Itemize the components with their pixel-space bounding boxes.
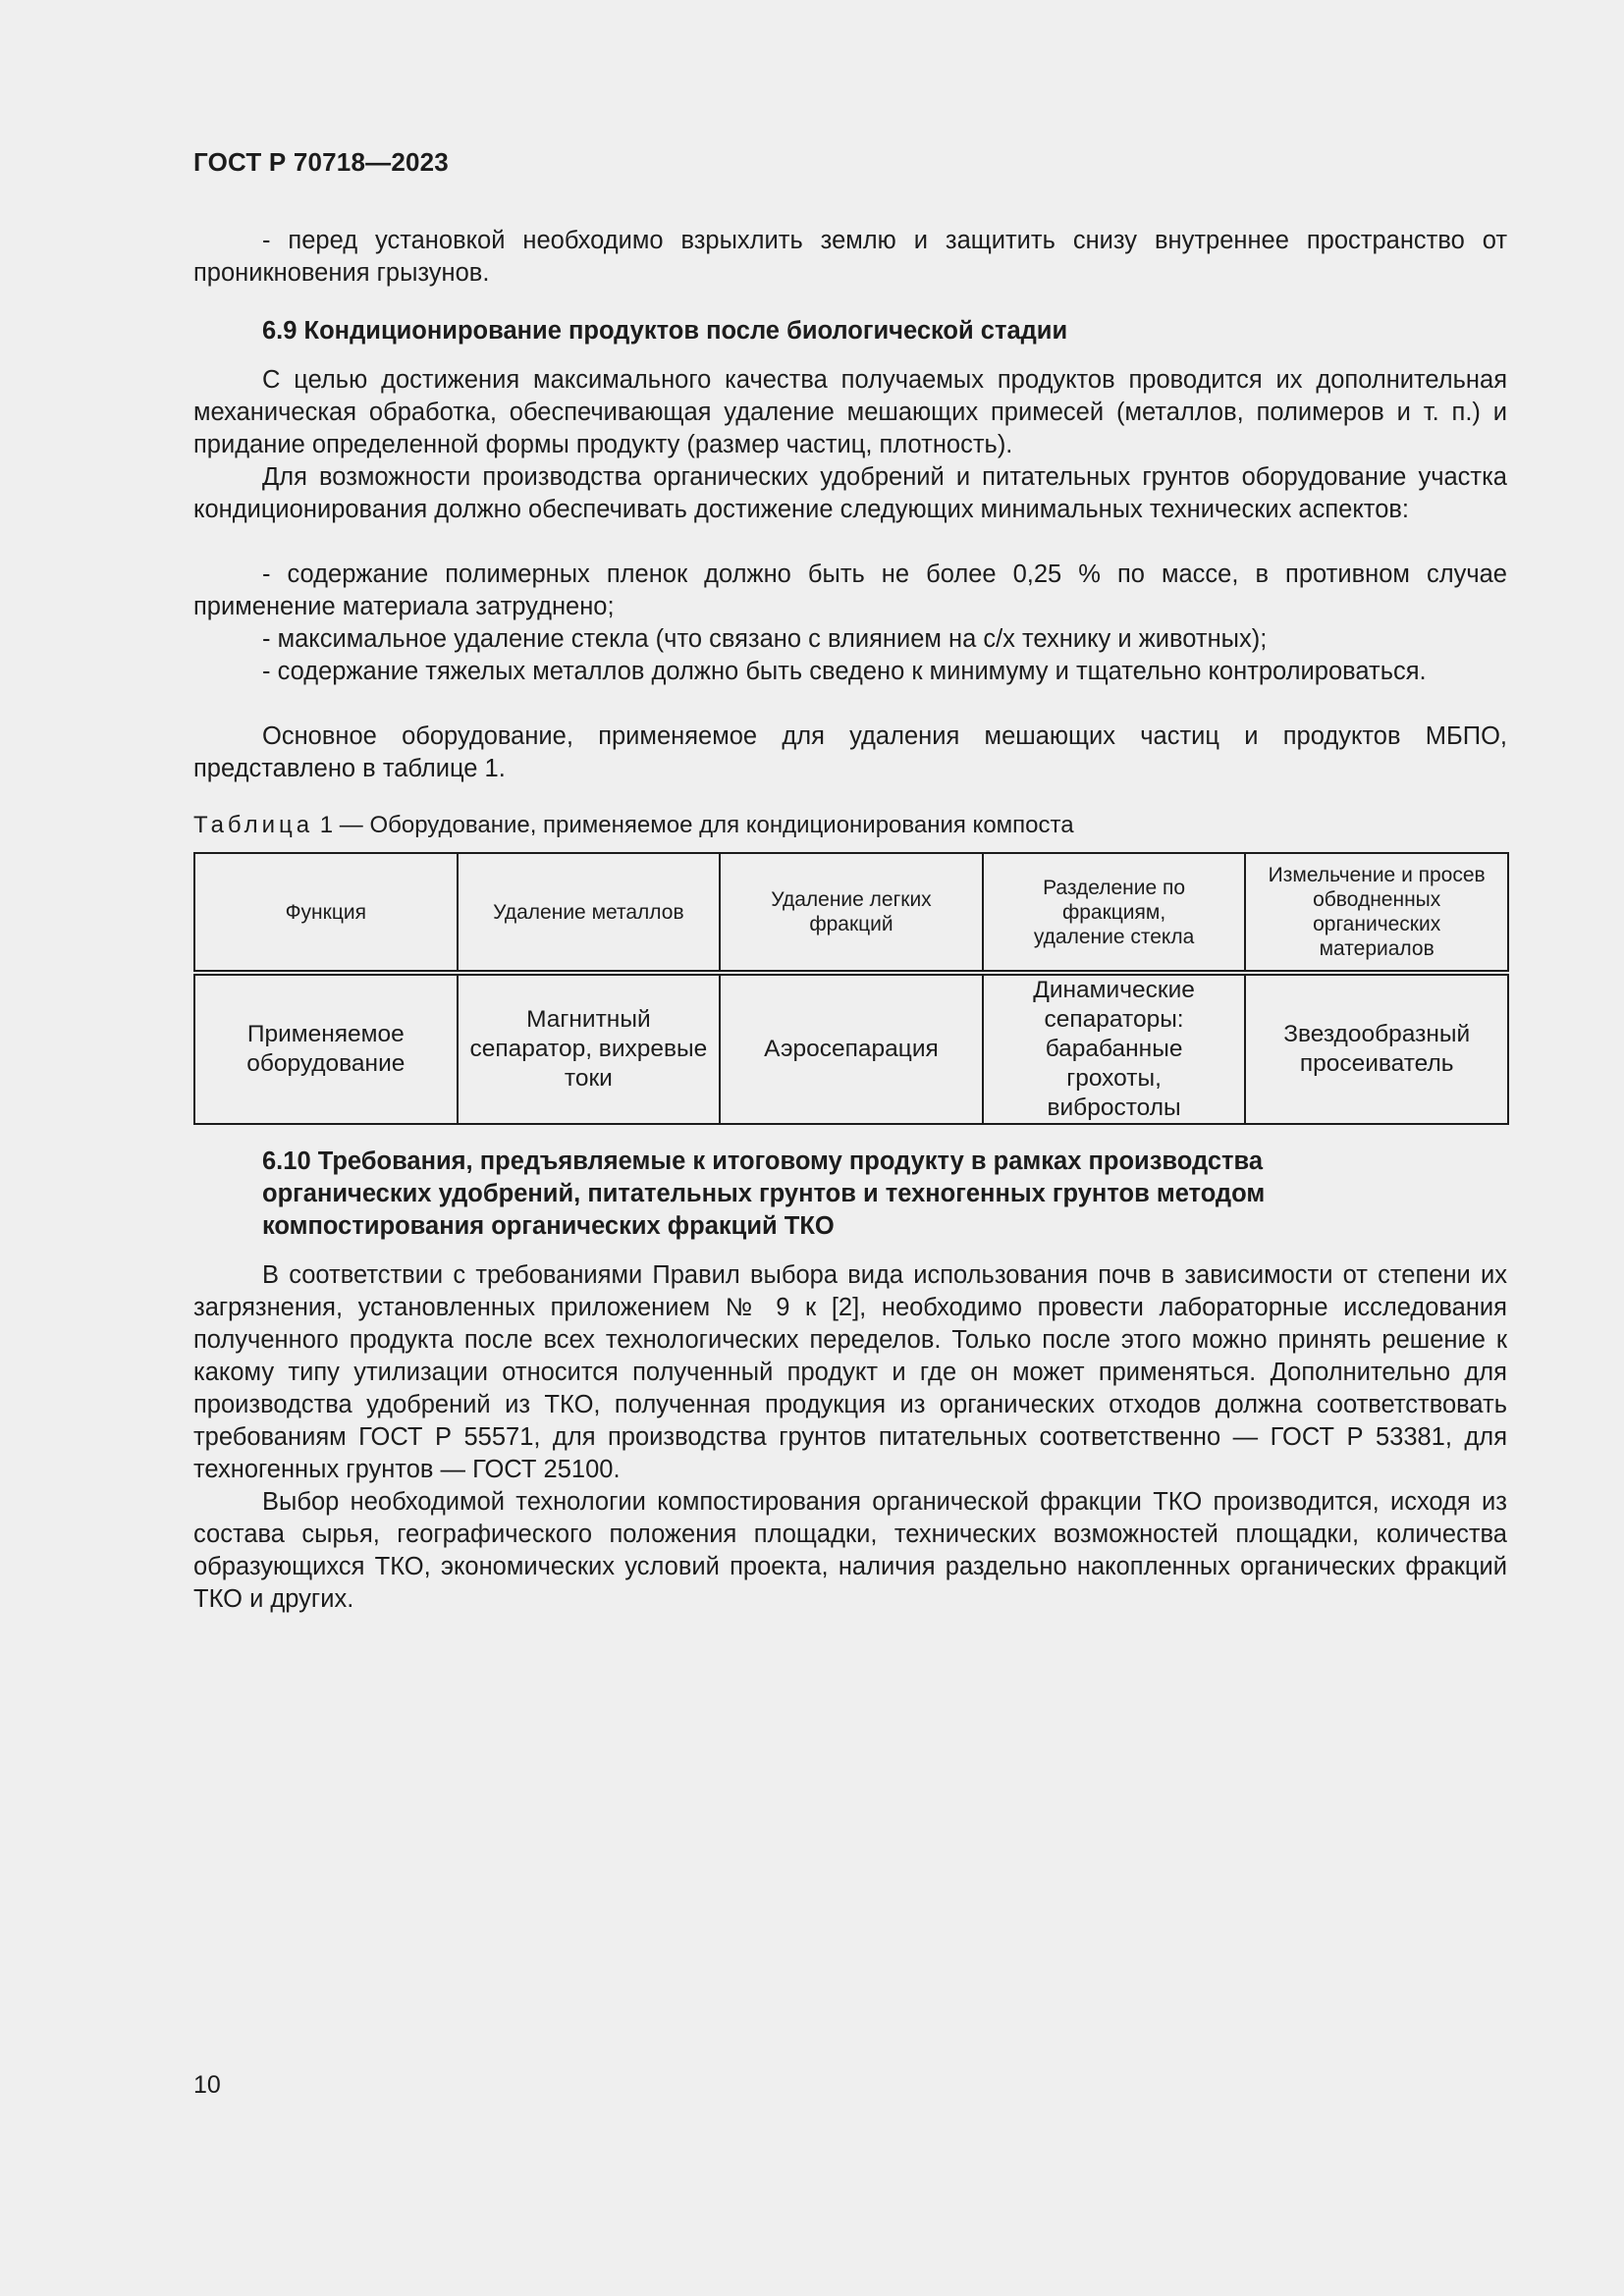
section-6-9-paragraph: Для возможности производства органических удобрений и питательных грунтов оборудование участка кондиционирования должно обеспечивать достижение следующих минимальных технических аспектов: [193,463,1507,523]
table-row [194,973,1508,1124]
section-6-9-title: 6.9 Кондиционирование продуктов после биологической стадии [262,317,1068,345]
section-6-9-paragraph: С целью достижения максимального качества получаемых продуктов проводится их дополнительная механическая обработка, обеспечивающая удаление мешающих примесей (металлов, полимеров и т. п.) и придание определенной формы продукту (размер частиц, плотность). [193,366,1507,458]
table-caption [193,811,1074,840]
section-6-10-paragraph: Выбор необходимой технологии компостирования органической фракции ТКО производится, исходя из состава сырья, географического положения площадки, технических возможностей площадки, количества образующихся ТКО, экономических условий проекта, наличия раздельно накопленных органических фракций ТКО и других. [193,1488,1507,1613]
section-6-9-paragraph: - содержание тяжелых металлов должно быть сведено к минимуму и тщательно контролироваться. [262,658,1427,685]
table-header-cell: Разделение по фракциям, удаление стекла [983,853,1246,973]
page-number: 10 [193,2071,221,2099]
section-6-10-title: 6.10 Требования, предъявляемые к итоговому продукту в рамках производства органических удобрений, питательных грунтов и техногенных грунтов методом компостирования органических фракций ТКО [262,1148,1266,1240]
document-header: ГОСТ Р 70718—2023 [193,147,449,177]
table-header-cell: Удаление металлов [458,853,721,973]
section-6-9-paragraph: Основное оборудование, применяемое для удаления мешающих частиц и продуктов МБПО, представлено в таблице 1. [193,722,1507,782]
table-header-cell: Измельчение и просев обводненных органических материалов [1245,853,1508,973]
table-header-cell: Удаление легких фракций [720,853,983,973]
table-cell: Применяемое оборудование [194,973,458,1124]
table-cell: Динамические сепараторы: барабанные грохоты, вибростолы [983,973,1246,1124]
table-header-row [194,853,1508,973]
table-caption-label: Таблица [193,812,314,838]
equipment-table [193,852,1509,1125]
table-cell: Звездообразный просеиватель [1245,973,1508,1124]
table-cell: Магнитный сепаратор, вихревые токи [458,973,721,1124]
table-header-cell: Функция [194,853,458,973]
section-6-9-paragraph: - максимальное удаление стекла (что связано с влиянием на с/х технику и животных); [262,625,1268,653]
section-6-10-paragraph: В соответствии с требованиями Правил выбора вида использования почв в зависимости от степени их загрязнения, установленных приложением № 9 к [2], необходимо провести лабораторные исследования полученного продукта после всех технологических переделов. Только после этого можно принять решение к какому типу утилизации относится полученный продукт и где он может применяться. Дополнительно для производства удобрений из ТКО, полученная продукция из органических отходов должна соответствовать требованиям ГОСТ Р 55571, для производства грунтов питательных соответственно — ГОСТ Р 53381, для техногенных грунтов — ГОСТ 25100. [193,1261,1507,1483]
table-cell: Аэросепарация [720,973,983,1124]
paragraph-intro: - перед установкой необходимо взрыхлить землю и защитить снизу внутреннее пространство от проникновения грызунов. [193,227,1507,287]
section-6-9-paragraph: - содержание полимерных пленок должно быть не более 0,25 % по массе, в противном случае применение материала затруднено; [193,561,1507,620]
table-caption-text: 1 — Оборудование, применяемое для кондиционирования компоста [319,812,1074,838]
